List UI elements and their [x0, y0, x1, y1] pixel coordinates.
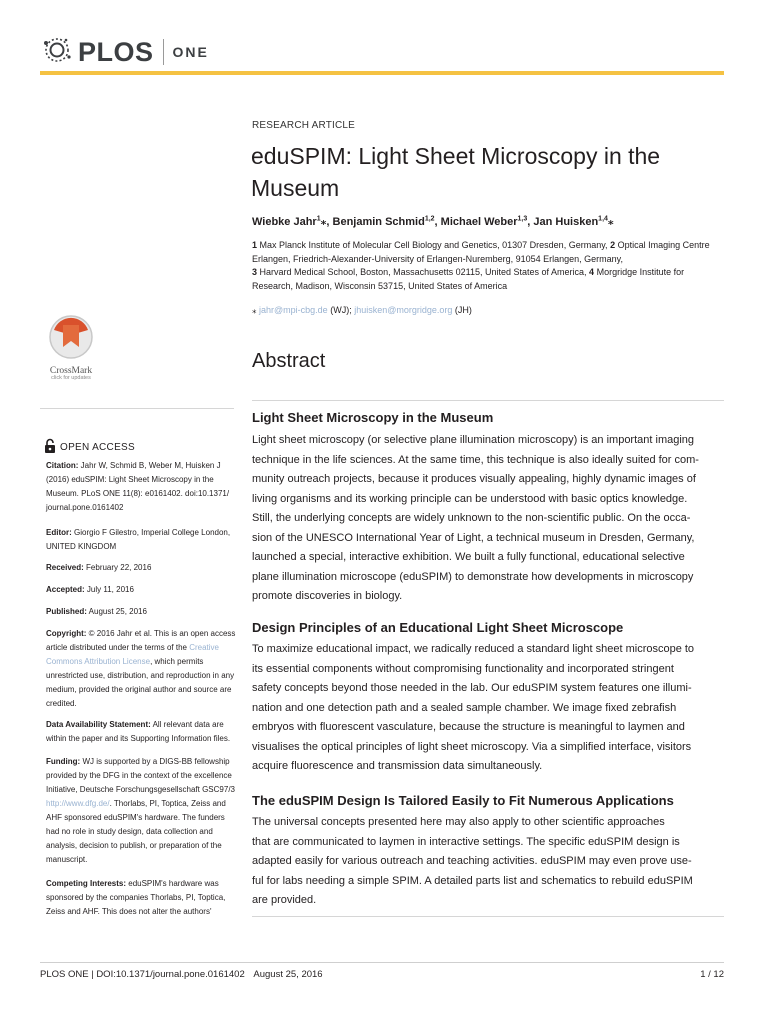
- text-line: munity outreach projects, because it produces visually appealing, highly dynamic images of: [252, 473, 696, 485]
- data-availability-label: Data Availability Statement:: [46, 720, 151, 729]
- citation-label: Citation:: [46, 461, 79, 470]
- open-access-badge: [44, 438, 135, 457]
- affil-number: 4: [589, 267, 595, 277]
- citation-text: Jahr W, Schmid B, Weber M, Huisken J (2016) eduSPIM: Light Sheet Microscopy in the Museum. PLoS ONE 11(8): e0161402. doi:10.1371/ journal.pone.0161402: [46, 461, 230, 512]
- received-label: Received:: [46, 563, 84, 572]
- crossmark-badge[interactable]: [44, 313, 98, 381]
- footer-date: August 25, 2016: [253, 969, 323, 980]
- affil-number: 3: [252, 267, 258, 277]
- funding-text-end: . Thorlabs, PI, Toptica, Zeiss and AHF sponsored eduSPIM's hardware. The funders had no role in study design, data collection and analysis, decision to publish, or preparation of the manuscript.: [46, 799, 226, 864]
- article-type: RESEARCH ARTICLE: [252, 120, 356, 131]
- funding-label: Funding:: [46, 757, 81, 766]
- text-line: To maximize educational impact, we radically reduced a standard light sheet microscope to: [252, 643, 695, 655]
- published-label: Published:: [46, 607, 87, 616]
- competing-interests-text: eduSPIM's hardware was sponsored by the companies Thorlabs, PI, Toptica, Zeiss and AHF. This does not alter the authors': [46, 879, 226, 916]
- section-heading: Light Sheet Microscopy in the Museum: [252, 410, 494, 425]
- text-line: are provided.: [252, 894, 317, 906]
- accepted-date: July 11, 2016: [86, 585, 134, 594]
- text-line: sion of the UNESCO International Year of Light, a technical museum in Dresden, Germany,: [252, 531, 695, 544]
- text-line: that are communicated to laymen in interactive settings. The specific eduSPIM design is: [252, 835, 680, 848]
- affil-text: Max Planck Institute of Molecular Cell Biology and Genetics, 01307 Dresden, Germany,: [259, 240, 608, 250]
- article-title: eduSPIM: Light Sheet Microscopy in the Museum: [251, 143, 661, 201]
- text-line: launched a special, interactive exhibition. We built a fully functional, educational selective: [252, 551, 685, 563]
- editor-text: Giorgio F Gilestro, Imperial College London, UNITED KINGDOM: [46, 528, 231, 551]
- author-name[interactable]: Jan Huisken: [533, 216, 599, 228]
- received-date: February 22, 2016: [86, 563, 152, 572]
- affil-text: Harvard Medical School, Boston, Massachusetts 02115, United States of America,: [259, 267, 587, 277]
- published-date: August 25, 2016: [88, 607, 147, 616]
- email-link-jahr[interactable]: jahr@mpi-cbg.de: [259, 305, 328, 315]
- affil-number: 2: [610, 240, 616, 250]
- logo-plos-text: PLOS: [78, 36, 154, 67]
- corresponding-marker: ⁎: [320, 216, 327, 228]
- published-block: [46, 605, 238, 619]
- crossmark-icon: [47, 350, 95, 367]
- text-line: promote discoveries in biology.: [252, 590, 403, 602]
- crossmark-sublabel: click for updates: [51, 375, 91, 381]
- data-availability-text: All relevant data are within the paper and its Supporting Information files.: [46, 720, 231, 743]
- text-line: technique in the life sciences. At the same time, this technique is also ideally suited for com-: [252, 453, 699, 466]
- text-line: visualises the optical principles of light sheet microscopy. Via a simplified interface, visitors: [252, 740, 692, 753]
- correspondence-emails: [252, 305, 472, 316]
- copyright-text: © 2016 Jahr et al. This is an open access article distributed under the terms of the: [46, 629, 236, 652]
- citation-block: [46, 459, 238, 515]
- abstract-heading: Abstract: [252, 350, 326, 372]
- editor-label: Editor:: [46, 528, 72, 537]
- author-name[interactable]: Benjamin Schmid: [332, 216, 425, 228]
- header-accent-bar: [40, 71, 724, 75]
- section-heading: The eduSPIM Design Is Tailored Easily to Fit Numerous Applications: [252, 793, 674, 808]
- accepted-label: Accepted:: [46, 585, 85, 594]
- text-line: living organisms and its working principle can be understood with basic optics knowledge.: [252, 492, 688, 505]
- text-line: plane illumination microscope (eduSPIM) to demonstrate how developments in microscopy: [252, 570, 694, 583]
- author-list: Wiebke Jahr$^1$⁎, Benjamin Schmid$^{1,2}$, Michael Weber$^{1,3}$, Jan Huisken$^{1,4}$⁎: [252, 215, 614, 228]
- funding-block: [46, 755, 238, 867]
- competing-interests-block: [46, 877, 238, 919]
- text-line: acquire fluorescence and transmission data simultaneously.: [252, 760, 543, 772]
- section-paragraph: [252, 813, 724, 911]
- open-lock-icon: [44, 438, 56, 457]
- affil-number: 1: [252, 240, 258, 250]
- author-name[interactable]: Michael Weber: [440, 216, 518, 228]
- editor-block: [46, 526, 238, 554]
- affiliations: [252, 239, 727, 293]
- abstract-end-divider: [252, 916, 724, 917]
- author-name[interactable]: Wiebke Jahr: [252, 216, 317, 228]
- email-initials: (JH): [454, 305, 472, 315]
- plos-logo-icon: [40, 33, 74, 72]
- author-affil-ref: 1,3: [517, 215, 528, 223]
- data-availability-block: [46, 718, 238, 746]
- abstract-divider: [252, 400, 724, 401]
- open-access-label: OPEN ACCESS: [60, 442, 135, 453]
- footer-journal-doi[interactable]: PLOS ONE | DOI:10.1371/journal.pone.0161402: [40, 969, 245, 980]
- copyright-label: Copyright:: [46, 629, 87, 638]
- accepted-block: [46, 583, 238, 597]
- footer-divider: [40, 962, 724, 963]
- author-affil-ref: 1: [316, 215, 321, 223]
- copyright-block: [46, 627, 238, 711]
- text-line: its essential components without compromising functionality and incorporated stringent: [252, 662, 674, 675]
- text-line: embryos with fluorescent vasculature, because the structure is meaningful to laymen and: [252, 721, 685, 733]
- dfg-link[interactable]: http://www.dfg.de/: [46, 799, 110, 808]
- corresponding-marker: ⁎: [252, 305, 257, 315]
- sidebar-divider: [40, 408, 234, 409]
- affil-text: Morgridge Institute for Research, Madison, Wisconsin 53715, United States of America: [252, 267, 685, 291]
- section-paragraph: [252, 640, 724, 777]
- funding-text: WJ is supported by a DIGS-BB fellowship provided by the DFG in the context of the excellence Initiative, Deutsche Forschungsgesellschaft GSC97/3: [46, 757, 235, 794]
- text-line: The universal concepts presented here may also apply to other scientific approaches: [252, 816, 665, 828]
- logo-one-text: ONE: [172, 44, 209, 60]
- affil-text: Optical Imaging Centre Erlangen, Friedrich-Alexander-University of Erlangen-Nuremberg, 91054 Erlangen, Germany,: [252, 240, 710, 264]
- plos-one-logo[interactable]: [40, 32, 209, 72]
- email-link-huisken[interactable]: jhuisken@morgridge.org: [354, 305, 453, 315]
- crossmark-label: CrossMark: [49, 366, 93, 376]
- competing-interests-label: Competing Interests:: [46, 879, 127, 888]
- email-initials: (WJ);: [330, 305, 352, 315]
- page-number: 1 / 12: [700, 969, 724, 980]
- author-affil-ref: 1,2: [424, 215, 435, 223]
- section-paragraph: [252, 431, 724, 607]
- text-line: nation and one detection path and a sealed sample chamber. We image fixed zebrafish: [252, 701, 677, 714]
- text-line: Light sheet microscopy (or selective plane illumination microscopy) is an important imaging: [252, 434, 695, 446]
- corresponding-marker: ⁎: [607, 216, 614, 228]
- text-line: adapted easily for various outreach and teaching activities. eduSPIM may even prove use-: [252, 855, 692, 867]
- text-line: safety concepts beyond those needed in the lab. Our eduSPIM system features one illumi-: [252, 682, 692, 694]
- author-affil-ref: 1,4: [598, 215, 608, 223]
- footer-citation: [40, 969, 323, 980]
- license-link[interactable]: Creative Commons Attribution License: [46, 643, 219, 666]
- text-line: ful for labs needing a simple SPIM. A detailed parts list and schematics to rebuild eduSPIM: [252, 874, 693, 887]
- logo-divider: [163, 39, 164, 65]
- copyright-text-end: , which permits unrestricted use, distribution, and reproduction in any medium, provided the original author and source are credited.: [46, 657, 235, 708]
- text-line: Still, the underlying concepts are widely unknown to the non-scientific public. On the occa-: [252, 512, 691, 524]
- section-heading: Design Principles of an Educational Light Sheet Microscope: [252, 620, 624, 635]
- received-block: [46, 561, 238, 575]
